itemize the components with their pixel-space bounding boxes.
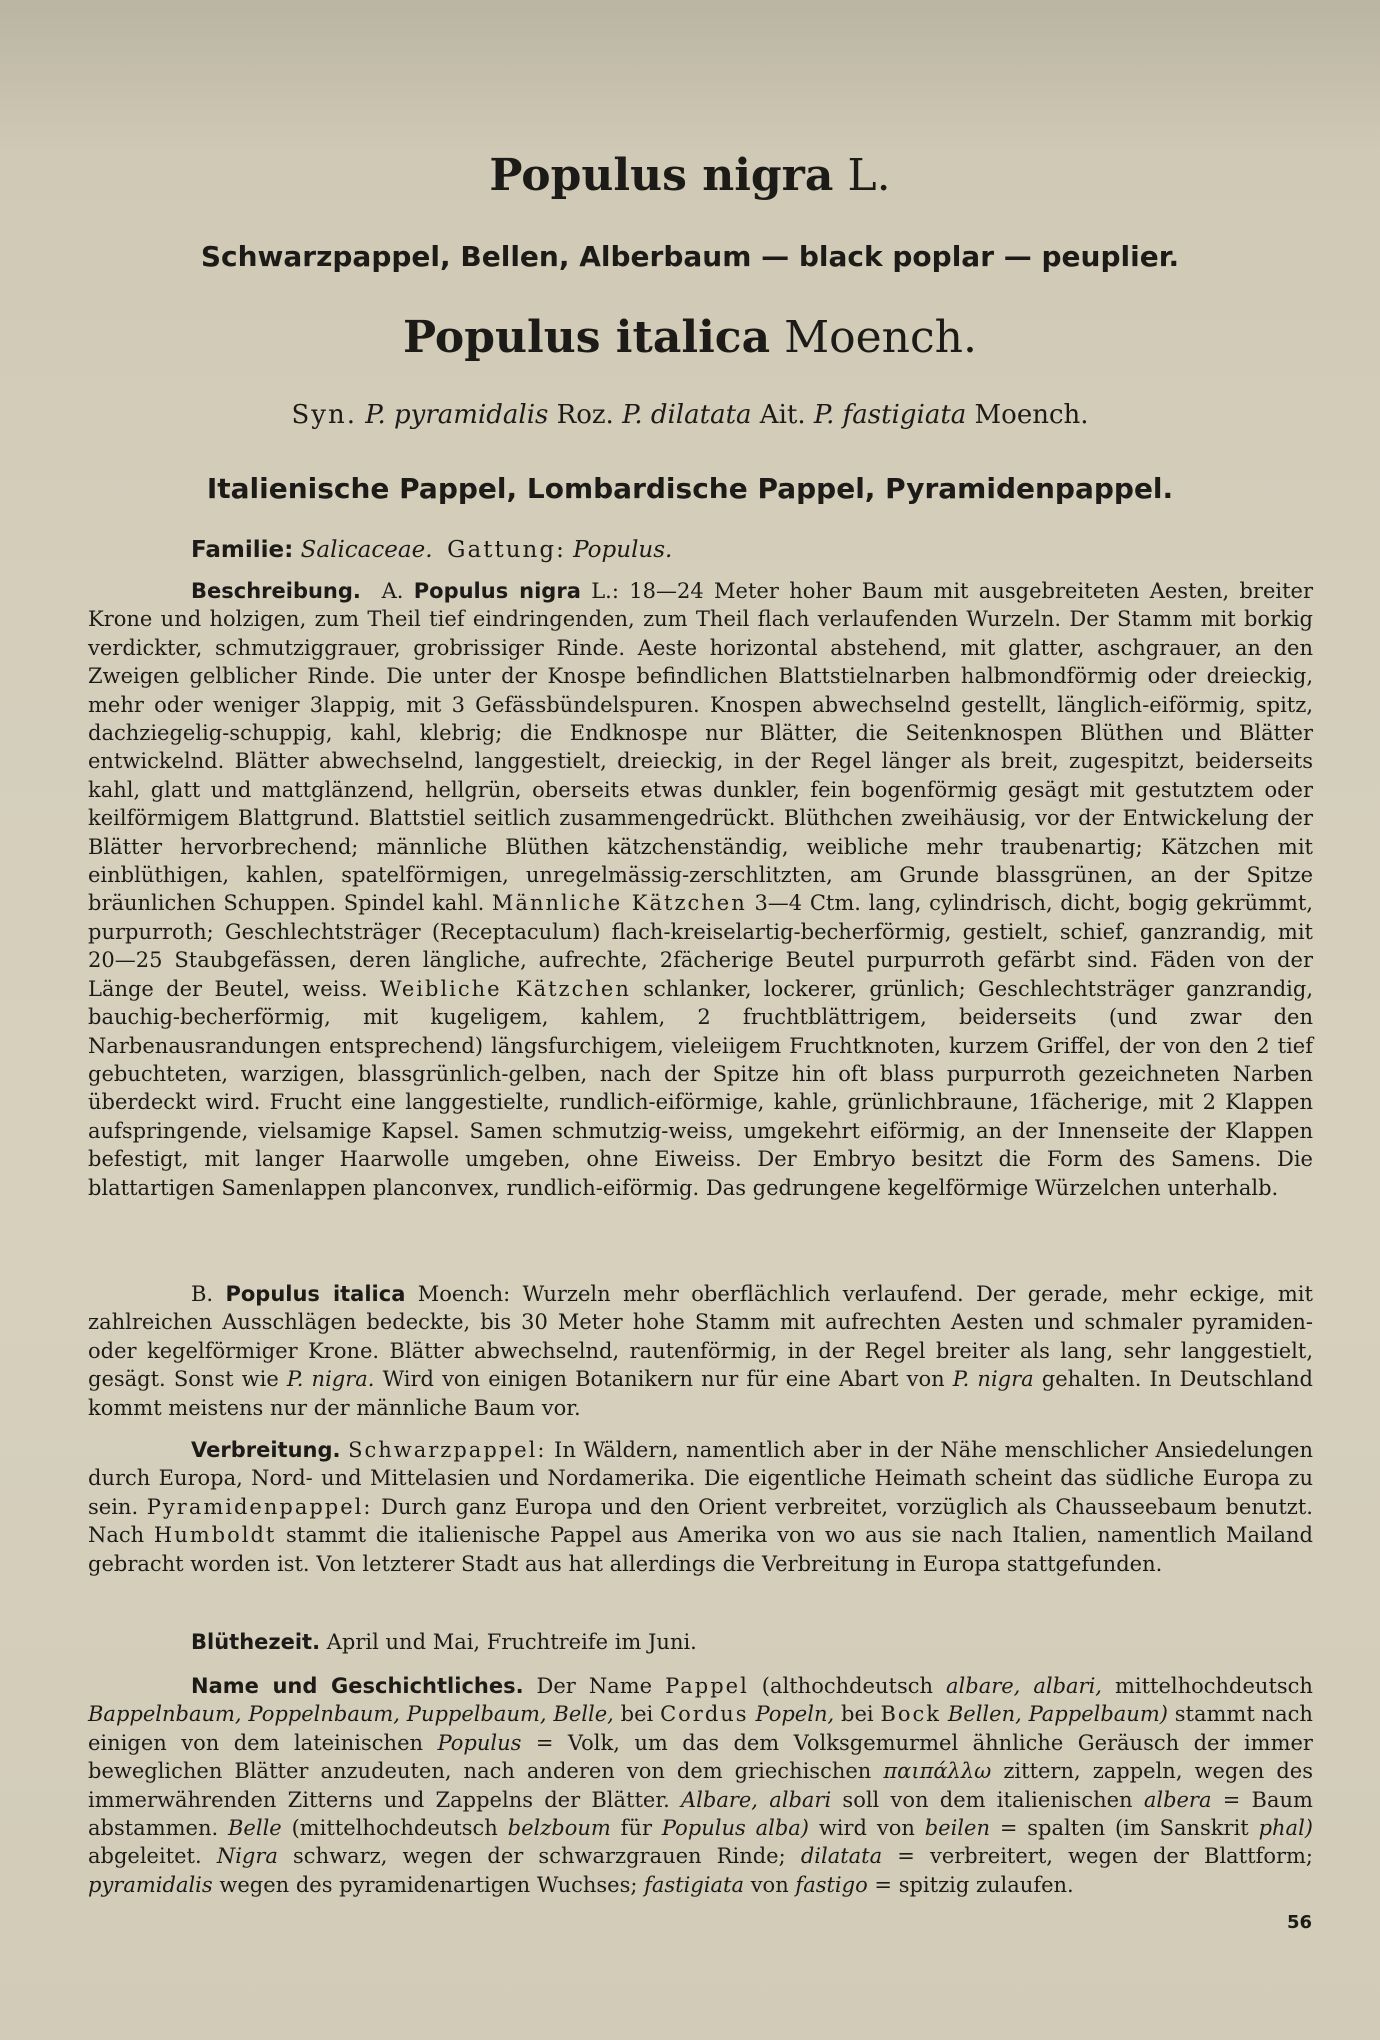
description-species: Populus nigra [413,579,581,603]
syn3: P. fastigiata [813,400,967,430]
female-catkins-text: schlanker, lockerer, grünlich; Geschlechtsträger ganzrandig, bauchig-becherförmig, mit kugeligem, kahlem, 2 fruchtblättrigem, beiderseits (und zwar den Narbenausrandungen entsprechend) längsfurchigem, vieleiigem Fruchtknoten, kurzem Griffel, der von den 2 tief gebuchteten, warzigen, blassgrünlich-gelben, nach der Spitze hin oft blass purpurroth gezeichneten Narben überdeckt wird. Frucht eine langgestielte, rundlich-eiförmige, kahle, grünlichbraune, 1fächerige, mit 2 Klappen aufspringende, vielsamige Kapsel. Samen schmutzig-weiss, umgekehrt eiförmig, an der Innenseite der Klappen befestigt, mit langer Haarwolle umgeben, ohne Eiweiss. Der Embryo besitzt die Form des Samens. Die blattartigen Samenlappen planconvex, rundlich-eiförmig. Das gedrungene kegelförmige Würzelchen unterhalb. [88,976,1313,1200]
etymology-i13: Nigra [216,1844,278,1869]
etymology-section [88,1672,1313,1899]
description-author: L.: [591,579,619,603]
etymology-t5: bei [841,1702,874,1727]
section-b-ref2: P. nigra [952,1367,1034,1392]
description-text: 18—24 Meter hoher Baum mit ausgebreiteten Aesten, breiter Krone und holzigen, zum Theil tief eindringenden, zum Theil flach verlaufenden Wurzeln. Der Stamm mit borkig verdickter, schmutziggrauer, grobrissiger Rinde. Aeste horizontal abstehend, mit glatter, aschgrauer, an den Zweigen gelblicher Rinde. Die unter der Knospe befindlichen Blattstielnarben halbmondförmig oder dreieckig, mehr oder weniger 3lappig, mit 3 Gefässbündelspuren. Knospen abwechselnd gestellt, länglich-eiförmig, spitz, dachziegelig-schuppig, kahl, klebrig; die Endknospe nur Blätter, die Seitenknospen Blüthen und Blätter entwickelnd. Blätter abwechselnd, langgestielt, dreieckig, in der Regel länger als breit, zugespitzt, beiderseits kahl, glatt und mattglänzend, hellgrün, oberseits etwas dunkler, fein bogenförmig gesägt mit gestutztem oder keilförmigem Blattgrund. Blattstiel seitlich zusammengedrückt. Blüthchen zweihäusig, vor der Entwickelung der Blätter hervorbrechend; männliche Blüthen kätzchenständig, weibliche mehr traubenartig; Kätzchen mit einblüthigen, kahlen, spatelförmigen, unregelmässig-zerschlitzten, am Grunde blassgrünen, an der Spitze bräunlichen Schuppen. Spindel kahl. [88,579,1314,916]
distribution-label1: Schwarzpappel: [348,1438,547,1462]
etymology-i11: beilen [924,1816,990,1841]
description-section [88,577,1313,1202]
section-b-prefix: B. [191,1282,214,1306]
etymology-t1: Der Name [536,1674,653,1698]
species1-title [0,150,1380,201]
section-b-text3: gehalten. In Deutschland kommt meistens nur der männliche Baum vor. [88,1367,1313,1420]
female-catkins-label: Weibliche Kätzchen [380,976,631,1001]
species1-author: L. [847,150,891,201]
etymology-i8: Belle [228,1816,282,1841]
distribution-text3: stammt die italienische Pappel aus Amerika von wo aus sie nach Italien, namentlich Mailand gebracht worden ist. Von letzterer Stadt aus hat allerdings die Verbreitung in Europa stattgefunden. [88,1523,1313,1576]
male-catkins-label: Männliche Kätzchen [491,891,747,916]
flowering-heading: Blüthezeit. [191,1630,321,1654]
etymology-t4: bei [620,1702,654,1727]
species1-name: Populus nigra [489,150,834,201]
etymology-t16: schwarz, wegen der schwarzgrauen Rinde; [293,1844,786,1869]
etymology-t7: = Volk, um das dem Volksgemurmel ähnliche Geräusch der immer beweglichen Blätter anzudeuten, nach anderen von dem griechischen [88,1730,1313,1784]
etymology-bock: Bock [880,1702,941,1727]
etymology-pappel: Pappel [665,1674,749,1698]
family-label: Familie: [191,537,294,563]
etymology-heading: Name und Geschichtliches. [191,1674,524,1698]
etymology-t18: wegen des pyramidenartigen Wuchses; [219,1872,638,1897]
flowering-text: April und Mai, Fruchtreife im Juni. [326,1630,697,1654]
description-heading: Beschreibung. [191,579,361,603]
species2-author: Moench. [784,312,977,363]
syn2: P. dilatata [622,400,752,430]
etymology-t10: = Baum abstammen. [88,1787,1313,1841]
section-b-author: Moench: [417,1282,511,1306]
section-b-text1: Wurzeln mehr oberflächlich verlaufend. Der gerade, mehr eckige, mit zahlreichen Ausschlägen bedeckte, bis 30 Meter hohe Stamm mit aufrechten Aesten und schmaler pyramiden- oder kegelförmiger Krone. Blätter abwechselnd, rautenförmig, in der Regel breiter als lang, sehr langgestielt, gesägt. Sonst wie [88,1282,1313,1392]
distribution-section [88,1436,1313,1578]
etymology-i7: albera [1143,1787,1212,1812]
distribution-text2: Durch ganz Europa und den Orient verbreitet, vorzüglich als Chausseebaum benutzt. Nach [88,1494,1313,1548]
synonyms-line [0,400,1380,430]
genus-value: Populus. [573,537,673,563]
section-b-ref1: P. nigra. [286,1367,375,1392]
etymology-greek: παιπάλλω [883,1759,992,1784]
genus-label: Gattung: [447,537,566,563]
etymology-t20: = spitzig zulaufen. [874,1872,1074,1897]
distribution-text1: In Wäldern, namentlich aber in der Nähe menschlicher Ansiedelungen durch Europa, Nord- und Mittelasien und Nordamerika. Die eigentliche Heimath scheint das südliche Europa zu sein. [88,1438,1313,1519]
section-b [88,1280,1313,1422]
syn1: P. pyramidalis [365,400,549,430]
flowering-section [88,1628,1313,1656]
description-prefix: A. [381,579,404,603]
etymology-t9: soll von dem italienischen [842,1787,1133,1812]
species2-name: Populus italica [403,312,771,363]
etymology-i9: belzboum [507,1816,611,1841]
family-line [88,536,1313,564]
etymology-t2: (althochdeutsch [761,1674,934,1698]
etymology-i1: albare, albari, [946,1674,1102,1698]
etymology-i15: pyramidalis [88,1872,213,1897]
etymology-t14: = spalten (im Sanskrit [999,1816,1249,1841]
etymology-i17: fastigo [795,1872,868,1897]
etymology-i6: Albare, albari [681,1787,832,1812]
section-b-species: Populus italica [225,1282,406,1306]
page-number: 56 [1286,1912,1312,1933]
syn-label: Syn. [291,400,357,430]
syn1-author: Roz. [556,400,614,430]
etymology-t12: für [620,1816,652,1841]
etymology-i10: Populus alba) [661,1816,809,1841]
etymology-cordus: Cordus [660,1702,749,1727]
family-value: Salicaceae. [300,537,433,563]
etymology-i12: phal) [1258,1816,1313,1841]
etymology-t17: = verbreitert, wegen der Blattform; [897,1844,1313,1869]
section-b-text2: Wird von einigen Botanikern nur für eine Abart von [382,1367,945,1392]
etymology-i16: fastigiata [644,1872,744,1897]
etymology-i14: dilatata [800,1844,883,1869]
etymology-i5: Populus [437,1730,522,1755]
species2-common-names: Italienische Pappel, Lombardische Pappel, Pyramidenpappel. [206,472,1174,505]
show-through-shadow [0,0,1380,150]
etymology-t13: wird von [818,1816,915,1841]
distribution-heading: Verbreitung. [191,1438,341,1462]
etymology-i4: Bellen, Pappelbaum) [947,1702,1168,1727]
syn2-author: Ait. [759,400,806,430]
etymology-i2: Bappelnbaum, Poppelnbaum, Puppelbaum, Belle, [88,1702,614,1727]
etymology-t6: stammt nach einigen von dem lateinischen [88,1702,1313,1755]
distribution-humboldt: Humboldt [153,1523,277,1548]
distribution-label2: Pyramidenpappel: [146,1494,373,1519]
species1-common-names: Schwarzpappel, Bellen, Alberbaum — black poplar — peuplier. [200,240,1180,273]
etymology-i3: Popeln, [755,1702,835,1727]
etymology-t3: mittelhochdeutsch [1114,1674,1313,1698]
syn3-author: Moench. [974,400,1089,430]
male-catkins-text: 3—4 Ctm. lang, cylindrisch, dicht, bogig gekrümmt, purpurroth; Geschlechtsträger (Receptaculum) flach-kreiselartig-becherförmig, gestielt, schief, ganzrandig, mit 20—25 Staubgefässen, deren längliche, aufrechte, 2fächerige Beutel purpurroth gefärbt sind. Fäden von der Länge der Beutel, weiss. [88,891,1313,1001]
etymology-t11: (mittelhochdeutsch [291,1816,498,1841]
etymology-t19: von [750,1872,789,1897]
species2-title [0,312,1380,363]
etymology-t8: zittern, zappeln, wegen des immerwährenden Zitterns und Zappelns der Blätter. [88,1759,1313,1812]
etymology-t15: abgeleitet. [88,1844,202,1869]
